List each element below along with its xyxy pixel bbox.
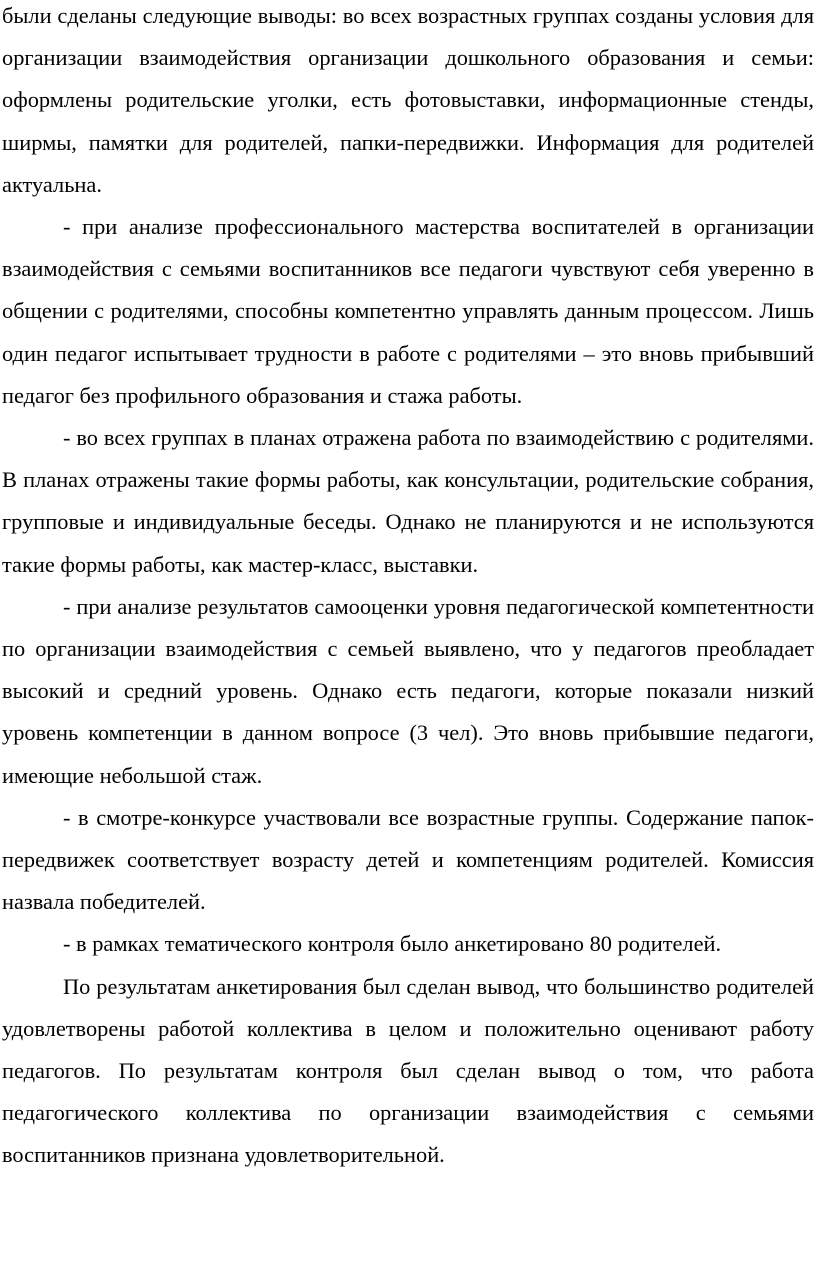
paragraph-survey: - в рамках тематического контроля было анкетировано 80 родителей. xyxy=(63,931,722,957)
paragraph-survey-results: По результатам анкетирования был сделан вывод, что большинство родителей удовлетворены работой коллектива в целом и положительно оценивают работу педагогов. По результатам контроля был сделан вывод о том, что работа педагогического коллектива по организации взаимодействия с семьями воспитанников признана удовлетворительной. xyxy=(2,973,814,1168)
paragraph-contest: - в смотре-конкурсе участвовали все возрастные группы. Содержание папок-передвижек соответствует возрасту детей и компетенциям родителей. Комиссия назвала победителей. xyxy=(2,804,814,915)
paragraph-conclusions-intro: были сделаны следующие выводы: во всех возрастных группах созданы условия для организации взаимодействия организации дошкольного образования и семьи: оформлены родительские уголки, есть фотовыставки, информационные стенды, ширмы, памятки для родителей, папки-передвижки. Информация для родителей актуальна. xyxy=(2,3,814,197)
paragraph-professional-skills: - при анализе профессионального мастерства воспитателей в организации взаимодействия с семьями воспитанников все педагоги чувствуют себя уверенно в общении с родителями, способны компетентно управлять данным процессом. Лишь один педагог испытывает трудности в работе с родителями – это вновь прибывший педагог без профильного образования и стажа работы. xyxy=(2,214,814,408)
paragraph-plans: - во всех группах в планах отражена работа по взаимодействию с родителями. В планах отражены такие формы работы, как консультации, родительские собрания, групповые и индивидуальные беседы. Однако не планируются и не используются такие формы работы, как мастер-класс, выставки. xyxy=(2,425,814,577)
paragraph-self-assessment: - при анализе результатов самооценки уровня педагогической компетентности по организации взаимодействия с семьей выявлено, что у педагогов преобладает высокий и средний уровень. Однако есть педагоги, которые показали низкий уровень компетенции в данном вопросе (3 чел). Это вновь прибывшие педагоги, имеющие небольшой стаж. xyxy=(2,593,814,788)
